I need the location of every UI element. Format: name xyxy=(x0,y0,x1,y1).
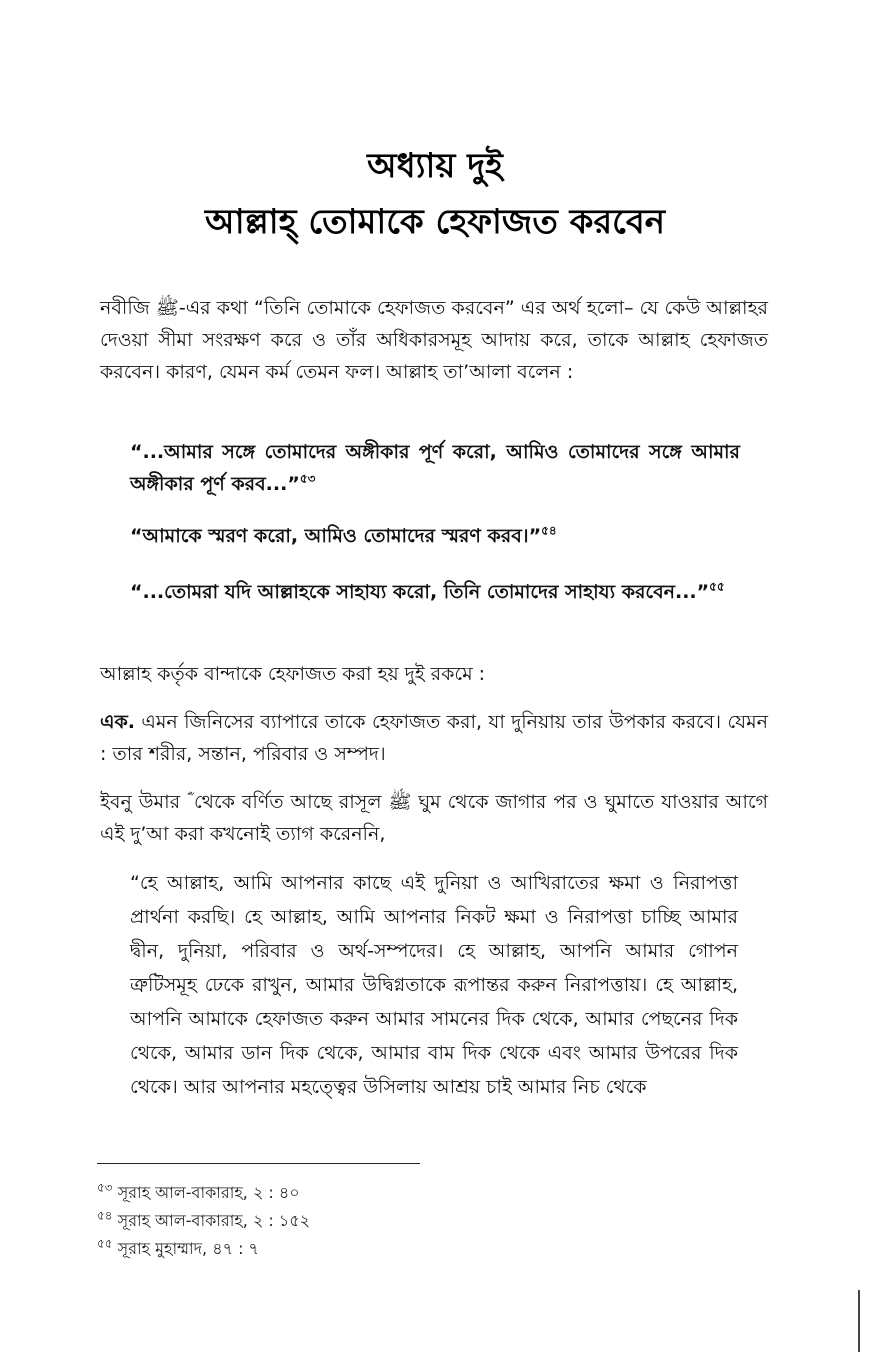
quote-1-footnote-ref: ৫৩ xyxy=(299,471,316,486)
footnote-divider xyxy=(97,1163,420,1164)
first-type-marker: এক. xyxy=(100,711,135,733)
chapter-label: অধ্যায় দুই xyxy=(367,146,503,186)
footnote-text: সূরাহ আল-বাকারাহ, ২ : ১৫২ xyxy=(117,1211,311,1230)
protection-intro-paragraph xyxy=(100,658,768,690)
footnote-text: সূরাহ আল-বাকারাহ, ২ : ৪০ xyxy=(117,1183,300,1202)
footnote-55 xyxy=(97,1237,259,1261)
quote-2-footnote-ref: ৫৪ xyxy=(541,523,557,538)
first-type-text: এমন জিনিসের ব্যাপারে তাকে হেফাজত করা, যা দুনিয়ায় তার উপকার করবে। যেমন : তার শরীর, সন্তান, পরিবার ও সম্পদ। xyxy=(100,711,768,765)
hadith-intro-text: ইবনু উমার ؓ থেকে বর্ণিত আছে রাসূল ﷺ ঘুম থেকে জাগার পর ও ঘুমাতে যাওয়ার আগে এই দু’আ করা কখনোই ত্যাগ করেননি, xyxy=(100,791,768,845)
intro-paragraph xyxy=(100,292,768,388)
footnote-53 xyxy=(97,1181,300,1205)
footnote-54 xyxy=(97,1209,310,1233)
quote-3-footnote-ref: ৫৫ xyxy=(709,579,725,594)
quote-3 xyxy=(130,576,740,608)
quote-2-text: “আমাকে স্মরণ করো, আমিও তোমাদের স্মরণ করব।” xyxy=(130,525,542,547)
quote-1 xyxy=(130,436,740,500)
footnote-number: ৫৪ xyxy=(97,1208,113,1223)
dua-text: “হে আল্লাহ, আমি আপনার কাছে এই দুনিয়া ও আখিরাতের ক্ষমা ও নিরাপত্তা প্রার্থনা করছি। হে আল্লাহ, আমি আপনার নিকট ক্ষমা ও নিরাপত্তা চাচ্ছি আমার দ্বীন, দুনিয়া, পরিবার ও অর্থ-সম্পদের। হে আল্লাহ, আপনি আমার গোপন ত্রুটিসমূহ ঢেকে রাখুন, আমার উদ্বিগ্নতাকে রূপান্তর করুন নিরাপত্তায়। হে আল্লাহ, আপনি আমাকে হেফাজত করুন আমার সামনের দিক থেকে, আমার পেছনের দিক থেকে, আমার ডান দিক থেকে, আমার বাম দিক থেকে এবং আমার উপরের দিক থেকে। আর আপনার মহত্ত্বের উসিলায় আশ্রয় চাই আমার নিচ থেকে xyxy=(130,872,738,1098)
quote-3-text: “...তোমরা যদি আল্লাহকে সাহায্য করো, তিনি তোমাদের সাহায্য করবেন...” xyxy=(130,581,710,603)
hadith-intro-paragraph xyxy=(100,786,768,850)
chapter-title: আল্লাহ্ তোমাকে হেফাজত করবেন xyxy=(204,202,666,242)
protection-intro-text: আল্লাহ কর্তৃক বান্দাকে হেফাজত করা হয় দুই রকমে : xyxy=(100,663,486,685)
footnote-text: সূরাহ মুহাম্মাদ, ৪৭ : ৭ xyxy=(117,1239,259,1258)
dua-paragraph xyxy=(130,866,738,1104)
footnote-number: ৫৫ xyxy=(97,1236,113,1251)
quote-1-text: “...আমার সঙ্গে তোমাদের অঙ্গীকার পূর্ণ করো, আমিও তোমাদের সঙ্গে আমার অঙ্গীকার পূর্ণ করব...” xyxy=(130,441,740,495)
page-edge-mark xyxy=(858,1290,860,1352)
first-type-paragraph xyxy=(100,706,768,770)
quote-2 xyxy=(130,520,740,552)
intro-text: নবীজি ﷺ-এর কথা “তিনি তোমাকে হেফাজত করবেন” এর অর্থ হলো– যে কেউ আল্লাহর দেওয়া সীমা সংরক্ষণ করে ও তাঁর অধিকারসমূহ আদায় করে, তাকে আল্লাহ হেফাজত করবেন। কারণ, যেমন কর্ম তেমন ফল। আল্লাহ তা’আলা বলেন : xyxy=(100,297,768,383)
footnote-number: ৫৩ xyxy=(97,1180,113,1195)
